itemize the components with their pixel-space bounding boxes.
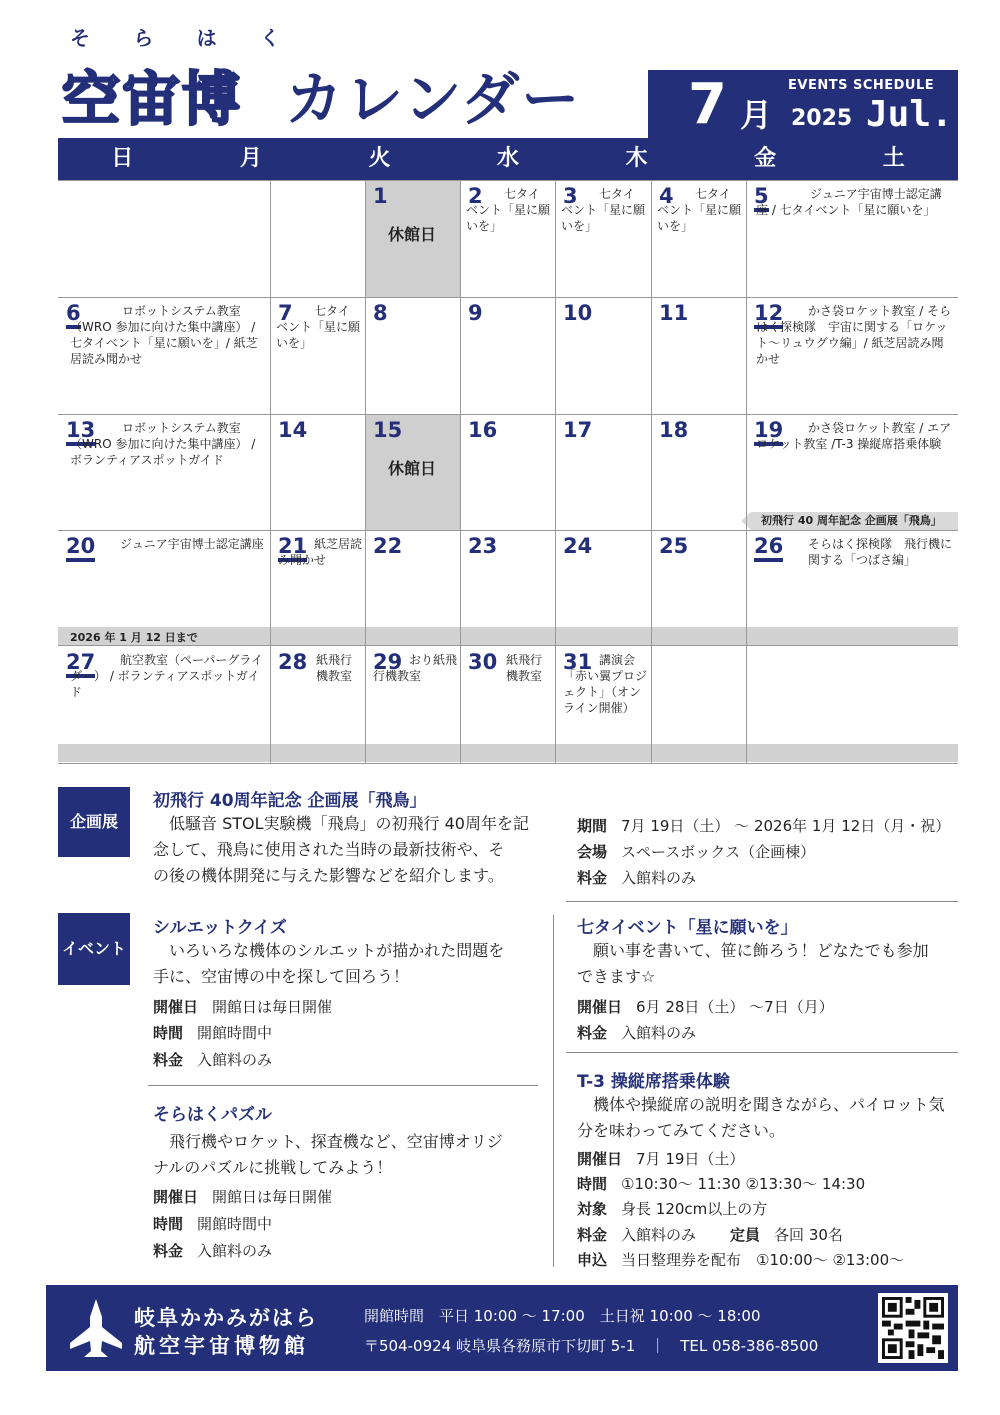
day-number: 2 — [468, 184, 483, 208]
label: 期間 — [577, 817, 608, 835]
day-cell — [460, 414, 555, 530]
day-cell — [651, 414, 746, 530]
exhibition-fee — [577, 867, 696, 888]
day-cell — [365, 180, 460, 297]
value: 入館料のみ — [197, 1051, 273, 1069]
day-event: 紙飛行機教室 — [316, 653, 353, 683]
title-sorahaku: 空宙博 — [62, 65, 243, 133]
day-event: おり紙飛行機教室 — [373, 653, 458, 683]
day-cell — [270, 530, 365, 627]
t3-target — [577, 1198, 767, 1219]
day-event: 紙芝居読み聞かせ — [278, 537, 363, 567]
month-number: 7 — [688, 72, 727, 137]
calendar-grid — [58, 180, 958, 764]
day-number: 31 — [563, 650, 593, 674]
day-cell — [365, 646, 460, 744]
day-event: かさ袋ロケット教室 / そらはく探検隊 宇宙に関する「ロケット～リュウグウ編」/ 紙芝居読み聞かせ — [756, 304, 952, 366]
silhouette-time — [153, 1022, 272, 1043]
t3-apply — [577, 1249, 904, 1270]
t3-fee-capacity — [577, 1224, 843, 1245]
label: 開催日 — [153, 998, 199, 1016]
day-cell — [651, 530, 746, 627]
day-cell — [460, 180, 555, 297]
desc-line: ナルのパズルに挑戦してみよう！ — [153, 1158, 393, 1177]
desc-line: 念して、飛鳥に使用された当時の最新技術や、そ — [153, 840, 505, 859]
silhouette-title: シルエットクイズ — [153, 918, 287, 938]
value: ①10:30～ 11:30 ②13:30～ 14:30 — [621, 1175, 866, 1193]
events-tag: イベント — [58, 913, 130, 985]
exhibition-description — [153, 811, 553, 889]
day-number: 27 — [66, 650, 95, 678]
day-number: 9 — [468, 301, 483, 325]
silhouette-description — [153, 938, 543, 990]
tanabata-date — [577, 996, 834, 1017]
day-event: 紙飛行機教室 — [506, 653, 543, 683]
exhibition-title: 初飛行 40周年記念 企画展「飛鳥」 — [153, 791, 427, 811]
value: 開館日は毎日開催 — [212, 998, 333, 1016]
day-number: 13 — [66, 418, 95, 446]
label: 対象 — [577, 1200, 608, 1218]
day-number: 3 — [563, 184, 578, 208]
day-event: 七タイベント「星に願いを」 — [276, 304, 361, 350]
day-event: 航空教室（ペーパーグライダー） / ボランティアスポットガイド — [70, 653, 264, 699]
desc-line: 低騒音 STOL実験機「飛鳥」の初飛行 40周年を記 — [153, 814, 529, 833]
closed-label: 休館日 — [387, 459, 436, 478]
day-number: 25 — [659, 534, 689, 558]
weekday-tue: 火 — [368, 146, 391, 171]
day-cell — [365, 297, 460, 414]
weekday-mon: 月 — [239, 146, 262, 171]
day-number: 15 — [373, 418, 403, 442]
day-event: ロボットシステム教室（WRO 参加に向けた集中講座） / 七タイベント「星に願いを」/ 紙芝居読み聞かせ — [70, 304, 258, 366]
day-number: 21 — [278, 534, 307, 562]
label: 時間 — [153, 1215, 184, 1233]
day-number: 14 — [278, 418, 308, 442]
exhibit-period-bar — [58, 744, 958, 762]
value: 7月 19日（土） ～ 2026年 1月 12日（月・祝） — [621, 817, 951, 835]
label: 時間 — [577, 1175, 608, 1193]
desc-line: の後の機体開発に与えた影響などを紹介します。 — [153, 866, 504, 885]
ruby-char: く — [259, 26, 280, 50]
value: 各回 30名 — [774, 1226, 843, 1244]
desc-line: いろいろな機体のシルエットが描かれた問題を — [153, 941, 505, 960]
desc-line: 手に、空宙博の中を探して回ろう！ — [153, 967, 410, 986]
label: 料金 — [577, 869, 608, 887]
day-event: ロボットシステム教室（WRO 参加に向けた集中講座） / ボランティアスポットガイド — [70, 421, 256, 467]
grid-line — [58, 763, 958, 764]
month-box — [648, 70, 958, 138]
museum-name-line1: 岐阜かかみがはら — [134, 1306, 318, 1330]
museum-logo-icon — [68, 1297, 124, 1359]
label: 時間 — [153, 1024, 184, 1042]
day-event: 七タイベント「星に願いを」 — [466, 187, 551, 233]
qr-code-icon[interactable] — [878, 1293, 948, 1363]
day-event: かさ袋ロケット教室 / エアロケット教室 /T-3 操縦席搭乗体験 — [756, 421, 952, 451]
weekday-sun: 日 — [111, 146, 134, 171]
day-number: 18 — [659, 418, 689, 442]
puzzle-time — [153, 1213, 272, 1234]
day-number: 5 — [754, 184, 769, 212]
desc-line: 願い事を書いて、笹に飾ろう！どなたでも参加 — [577, 941, 929, 960]
section-divider — [566, 1052, 958, 1053]
day-number: 12 — [754, 301, 783, 329]
t3-title: T-3 操縦席搭乗体験 — [577, 1072, 730, 1092]
day-event: ジュニア宇宙博士認定講座 — [120, 537, 264, 551]
day-number: 20 — [66, 534, 95, 562]
value: 入館料のみ — [197, 1242, 273, 1260]
ruby-char: は — [196, 26, 217, 50]
day-cell — [555, 297, 651, 414]
month-suffix: 月 — [740, 96, 773, 134]
day-cell — [58, 297, 270, 414]
value: スペースボックス（企画棟） — [621, 843, 816, 861]
label: 申込 — [577, 1251, 608, 1269]
value: 身長 120cm以上の方 — [621, 1200, 768, 1218]
ruby-char: そ — [70, 26, 90, 50]
tanabata-title: 七タイベント「星に願いを」 — [577, 918, 798, 938]
day-cell — [746, 530, 958, 627]
puzzle-date — [153, 1186, 332, 1207]
day-event: 七タイベント「星に願いを」 — [561, 187, 646, 233]
day-cell — [270, 297, 365, 414]
t3-description — [577, 1092, 967, 1144]
day-cell — [746, 180, 958, 297]
day-cell — [58, 414, 270, 530]
month-english: Jul. — [866, 94, 953, 135]
day-cell — [270, 646, 365, 744]
label: 会場 — [577, 843, 608, 861]
tanabata-description — [577, 938, 967, 990]
label: 開催日 — [577, 998, 623, 1016]
silhouette-fee — [153, 1049, 272, 1070]
ruby-char: ら — [133, 26, 154, 50]
value: 入館料のみ — [621, 1024, 697, 1042]
day-number: 19 — [754, 418, 783, 446]
day-number: 30 — [468, 650, 498, 674]
label: 料金 — [153, 1051, 184, 1069]
day-cell — [555, 414, 651, 530]
day-cell — [365, 414, 460, 530]
day-number: 8 — [373, 301, 388, 325]
day-number: 7 — [278, 301, 293, 325]
desc-line: 分を味わってみてください。 — [577, 1121, 785, 1140]
day-number: 10 — [563, 301, 593, 325]
day-cell — [460, 297, 555, 414]
desc-line: できます☆ — [577, 967, 656, 986]
label: 料金 — [577, 1024, 608, 1042]
weekday-wed: 水 — [497, 146, 520, 171]
puzzle-fee — [153, 1240, 272, 1261]
section-divider — [148, 1085, 538, 1086]
exhibition-tag: 企画展 — [58, 787, 130, 857]
column-divider — [553, 915, 554, 1267]
closed-label: 休館日 — [387, 225, 436, 244]
title-ruby — [70, 22, 280, 51]
tanabata-fee — [577, 1022, 696, 1043]
weekday-header — [58, 138, 958, 180]
day-number: 26 — [754, 534, 783, 562]
weekday-sat: 土 — [882, 146, 905, 171]
weekday-fri: 金 — [754, 146, 777, 171]
label: 料金 — [153, 1242, 184, 1260]
t3-date — [577, 1148, 744, 1169]
weekday-thu: 木 — [625, 146, 648, 171]
day-cell — [555, 180, 651, 297]
day-number: 16 — [468, 418, 498, 442]
value: 開館日は毎日開催 — [212, 1188, 333, 1206]
museum-name-line2: 航空宇宙博物館 — [134, 1334, 309, 1358]
day-cell — [746, 297, 958, 414]
day-cell — [460, 530, 555, 627]
puzzle-title: そらはくパズル — [153, 1105, 272, 1125]
day-cell — [555, 530, 651, 627]
day-cell — [58, 646, 270, 744]
day-number: 23 — [468, 534, 498, 558]
exhibit-start-banner: 初飛行 40 周年記念 企画展「飛鳥」 — [751, 512, 958, 530]
value: 入館料のみ — [621, 869, 697, 887]
day-cell — [555, 646, 651, 744]
value: 7月 19日（土） — [636, 1150, 745, 1168]
day-number: 6 — [66, 301, 81, 329]
qr-pattern — [882, 1297, 944, 1359]
exhibition-period — [577, 815, 950, 836]
footer — [46, 1285, 958, 1371]
day-cell — [270, 414, 365, 530]
exhibit-until-label: 2026 年 1 月 12 日まで — [70, 631, 198, 644]
label: 定員 — [730, 1226, 761, 1244]
day-number: 24 — [563, 534, 593, 558]
day-number: 1 — [373, 184, 388, 208]
year-label: 2025 — [791, 106, 853, 131]
day-cell — [651, 297, 746, 414]
day-cell — [746, 414, 958, 510]
t3-time — [577, 1173, 865, 1194]
value: 入館料のみ — [621, 1226, 697, 1244]
day-number: 29 — [373, 650, 403, 674]
puzzle-description — [153, 1129, 543, 1181]
day-event: そらはく探検隊 飛行機に関する「つばさ編」 — [808, 537, 953, 567]
label: 料金 — [577, 1226, 608, 1244]
day-number: 11 — [659, 301, 689, 325]
day-number: 22 — [373, 534, 403, 558]
exhibition-venue — [577, 841, 815, 862]
value: 当日整理券を配布 ①10:00～ ②13:00～ — [621, 1251, 905, 1269]
label: 開催日 — [153, 1188, 199, 1206]
day-event: 講演会「赤い翼プロジェクト」（オンライン開催） — [563, 653, 648, 715]
day-cell — [365, 530, 460, 627]
silhouette-date — [153, 996, 332, 1017]
desc-line: 機体や操縦席の説明を聞きながら、パイロット気 — [577, 1095, 945, 1114]
day-number: 28 — [278, 650, 308, 674]
opening-hours: 開館時間 平日 10:00 ～ 17:00 土日祝 10:00 ～ 18:00 — [364, 1307, 761, 1325]
day-cell — [460, 646, 555, 744]
day-cell — [651, 180, 746, 297]
events-schedule-label: EVENTS SCHEDULE — [788, 78, 935, 93]
day-cell — [58, 530, 270, 627]
day-event: ジュニア宇宙博士認定講座 / 七タイベント「星に願いを」 — [756, 187, 942, 217]
value: 開館時間中 — [197, 1215, 273, 1233]
address-phone: 〒504-0924 岐阜県各務原市下切町 5-1 ｜ TEL 058-386-8500 — [364, 1337, 819, 1355]
section-divider — [566, 901, 958, 902]
day-event: 七タイベント「星に願いを」 — [657, 187, 742, 233]
label: 開催日 — [577, 1150, 623, 1168]
value: 開館時間中 — [197, 1024, 273, 1042]
title-calendar: カレンダー — [285, 65, 582, 133]
desc-line: 飛行機やロケット、探査機など、空宙博オリジ — [153, 1132, 503, 1151]
day-number: 17 — [563, 418, 593, 442]
day-number: 4 — [659, 184, 674, 208]
value: 6月 28日（土） ～7日（月） — [636, 998, 834, 1016]
